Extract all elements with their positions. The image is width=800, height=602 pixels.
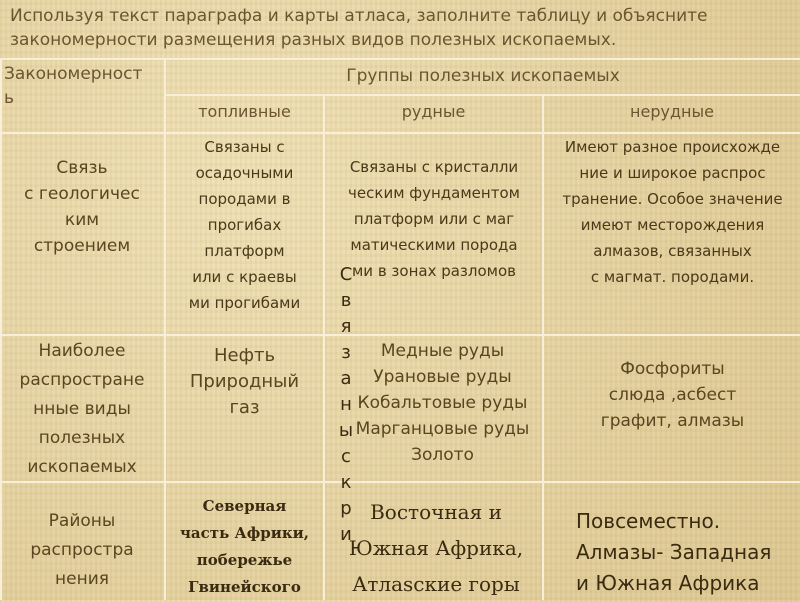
- overlay-letter: ы: [338, 420, 354, 441]
- cell-fuel-regions: [166, 493, 323, 601]
- cell-line: Золото: [411, 445, 474, 465]
- cell-line: слюда ,асбест: [608, 385, 737, 405]
- overlay-letter: в: [340, 290, 352, 311]
- cell-line: Природный: [189, 371, 300, 392]
- pattern-column-header: [4, 62, 162, 110]
- cell-line: ми прогибами: [188, 294, 301, 312]
- cell-line: Урановые руды: [373, 367, 512, 387]
- cell-fuel-geology: [166, 134, 323, 316]
- header-line: Закономерност: [4, 64, 143, 84]
- cell-nonmetal-regions: [576, 506, 800, 599]
- overlay-letter: С: [339, 264, 353, 285]
- subheader-fuel: топливные: [198, 102, 291, 121]
- cell-line: матическими порода: [350, 236, 518, 254]
- cell-line: графит, алмазы: [600, 411, 745, 431]
- cell-line: или с краевы: [192, 268, 297, 286]
- cell-line: и Южная Африка: [576, 571, 760, 595]
- column-divider: [323, 94, 325, 600]
- overlay-letter: с: [341, 446, 351, 467]
- cell-line: с геологичес: [24, 184, 140, 204]
- overlay-letter: я: [340, 316, 352, 337]
- cell-line: имеют месторождения: [580, 216, 765, 234]
- cell-ore-regions: [336, 494, 536, 602]
- cell-line: побережье: [196, 551, 293, 569]
- cell-line: Атлasские горы: [352, 572, 520, 596]
- cell-line: Повсеместно.: [576, 509, 721, 533]
- cell-line: ние и широкое распрос: [579, 164, 766, 182]
- cell-line: часть Африки,: [179, 524, 310, 542]
- heading-line: Используя текст параграфа и карты атласа, заполните таблицу и объясните: [10, 6, 708, 26]
- table-top-border: [0, 58, 800, 60]
- cell-fuel-common: [166, 343, 323, 421]
- cell-line: Марганцовые руды: [355, 419, 530, 439]
- heading-line: закономерности размещения разных видов полезных ископаемых.: [10, 30, 617, 50]
- cell-line: платформ или с маг: [353, 210, 515, 228]
- cell-line: алмазов, связанных: [593, 242, 752, 260]
- overlay-letter: и: [340, 524, 352, 545]
- overlay-vertical-letters: [334, 262, 358, 548]
- cell-line: Связаны с: [204, 138, 285, 156]
- cell-line: ископаемых: [27, 457, 137, 477]
- overlay-letter: а: [340, 368, 352, 389]
- overlay-letter: р: [340, 498, 352, 519]
- cell-line: ми в зонах разломов: [351, 262, 517, 280]
- cell-line: платформ: [204, 242, 285, 260]
- instructions-heading: [10, 4, 790, 52]
- cell-line: осадочными: [195, 164, 294, 182]
- cell-line: нные виды: [33, 399, 131, 419]
- cell-line: Кобальтовые руды: [357, 393, 528, 413]
- cell-line: Имеют разное происхожде: [564, 138, 781, 156]
- cell-nonmetal-common: [545, 356, 800, 434]
- cell-line: полезных: [38, 428, 126, 448]
- cell-line: ким: [64, 210, 100, 230]
- cell-line: строением: [33, 236, 131, 256]
- cell-line: Алмазы- Западная: [576, 540, 772, 564]
- cell-line: Северная: [202, 497, 287, 515]
- subheader-ore: рудные: [401, 102, 466, 121]
- cell-line: Южная Африка,: [348, 536, 524, 560]
- cell-nonmetal-geology: [545, 134, 800, 290]
- column-divider: [542, 94, 544, 600]
- cell-line: с магмат. породами.: [590, 268, 755, 286]
- table-left-border: [0, 58, 2, 600]
- cell-line: Восточная и: [370, 500, 502, 524]
- overlay-letter: з: [341, 342, 351, 363]
- cell-line: Связаны с кристалли: [349, 158, 519, 176]
- row-label-geology: [4, 155, 160, 259]
- row-label-common: [4, 337, 160, 482]
- cell-line: прогибах: [207, 216, 282, 234]
- cell-line: транение. Особое значение: [562, 190, 783, 208]
- cell-line: распростра: [30, 540, 134, 560]
- cell-line: породами в: [198, 190, 291, 208]
- cell-line: Связь: [56, 158, 108, 178]
- cell-line: Наиболее: [38, 341, 126, 361]
- cell-line: Районы: [48, 511, 116, 531]
- subheader-divider: [166, 94, 800, 96]
- cell-line: нения: [55, 569, 109, 589]
- overlay-letter: н: [340, 394, 352, 415]
- cell-ore-geology: [326, 154, 542, 284]
- mineral-groups-header: Группы полезных ископаемых: [346, 66, 620, 86]
- row-divider: [0, 334, 800, 336]
- overlay-letter: к: [340, 472, 352, 493]
- cell-line: газ: [229, 397, 260, 418]
- subheader-nonmetal: нерудные: [630, 102, 714, 121]
- cell-ore-common: [345, 338, 540, 468]
- cell-line: Нефть: [213, 345, 276, 366]
- cell-line: Медные руды: [380, 341, 505, 361]
- row-label-regions: [4, 507, 160, 594]
- cell-line: ческим фундаментом: [348, 184, 520, 202]
- header-line: ь: [4, 88, 15, 108]
- cell-line: Гвинейского: [188, 578, 301, 596]
- cell-line: Фосфориты: [620, 359, 725, 379]
- cell-line: распростране: [19, 370, 145, 390]
